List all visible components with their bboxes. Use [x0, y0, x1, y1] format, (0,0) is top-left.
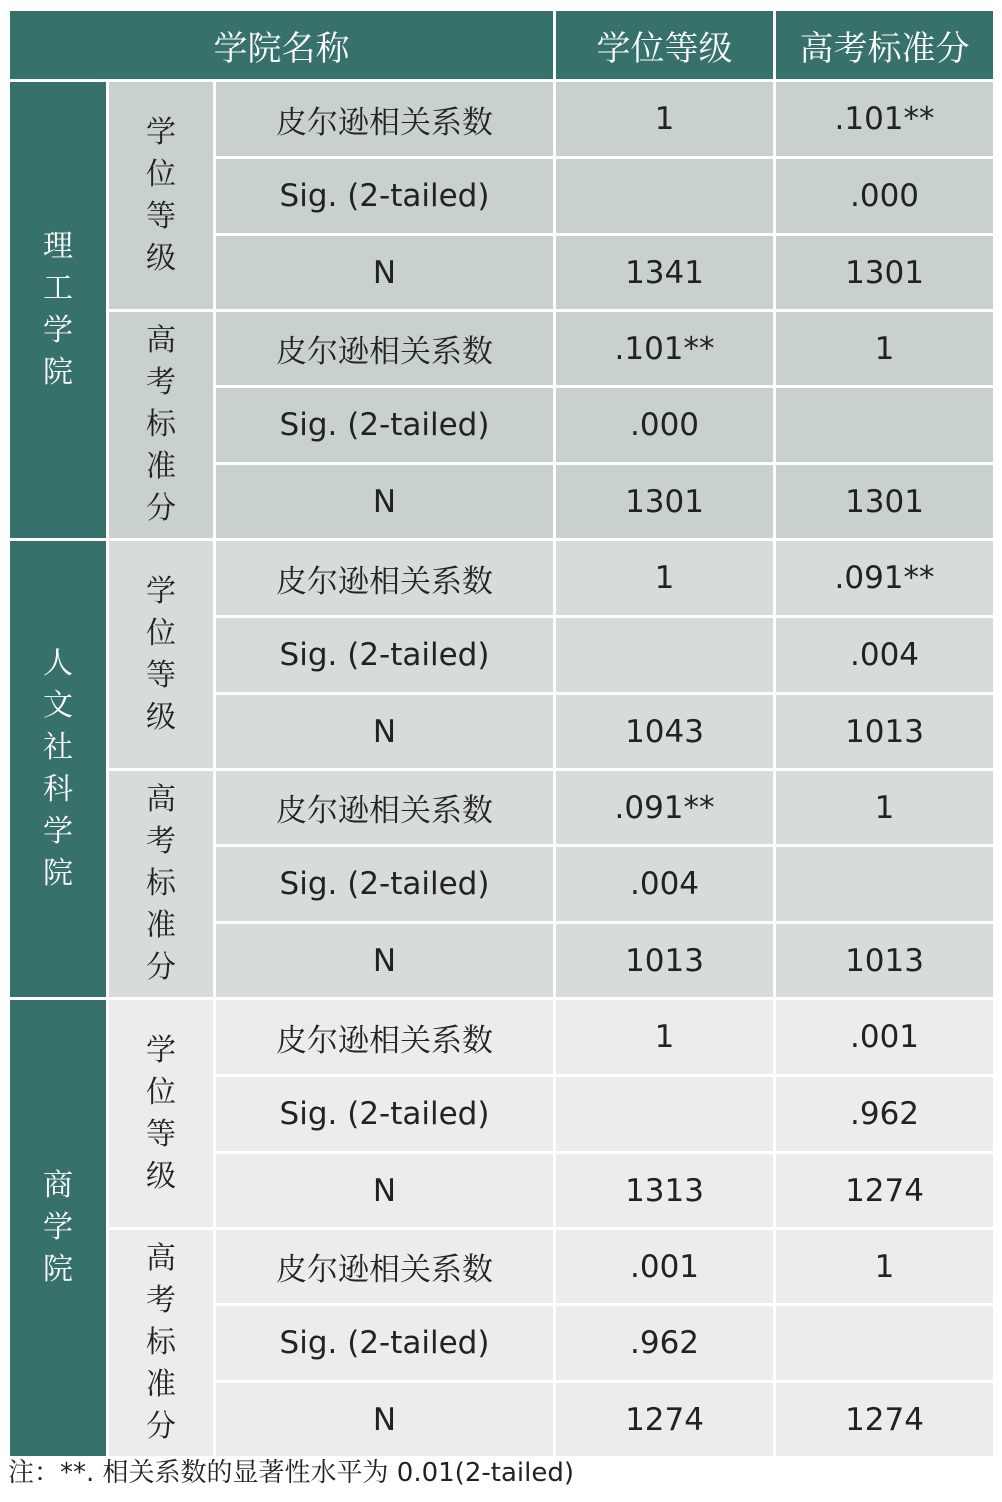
value-gaokao: 1274 [776, 1154, 993, 1227]
value-degree: .000 [556, 388, 773, 462]
statistic-label: Sig. (2-tailed) [216, 388, 553, 462]
statistic-label: Sig. (2-tailed) [216, 159, 553, 233]
value-degree: 1313 [556, 1154, 773, 1227]
statistic-label: N [216, 236, 553, 309]
statistic-label: N [216, 695, 553, 768]
correlation-table [7, 8, 996, 1459]
value-gaokao: 1 [776, 312, 993, 385]
statistic-label: N [216, 1383, 553, 1456]
table-row [10, 312, 993, 385]
statistic-label: 皮尔逊相关系数 [216, 312, 553, 385]
variable-name: 高 考 标 准 分 [109, 771, 213, 997]
value-degree: 1013 [556, 924, 773, 997]
footnote: 注：**. 相关系数的显著性水平为 0.01(2-tailed) [8, 1458, 574, 1488]
variable-name: 学 位 等 级 [109, 82, 213, 309]
variable-name: 学 位 等 级 [109, 1000, 213, 1227]
value-gaokao: 1301 [776, 236, 993, 309]
value-gaokao: .000 [776, 159, 993, 233]
value-degree: 1 [556, 541, 773, 615]
table-row [10, 1000, 993, 1074]
table-row [10, 541, 993, 615]
value-gaokao: 1274 [776, 1383, 993, 1456]
value-gaokao: 1013 [776, 695, 993, 768]
statistic-label: N [216, 924, 553, 997]
value-degree: 1301 [556, 465, 773, 538]
value-degree [556, 159, 773, 233]
value-gaokao: .004 [776, 618, 993, 692]
value-degree: .962 [556, 1306, 773, 1380]
statistic-label: Sig. (2-tailed) [216, 847, 553, 921]
college-name: 理 工 学 院 [10, 82, 106, 538]
value-degree: 1274 [556, 1383, 773, 1456]
value-degree: 1 [556, 1000, 773, 1074]
statistic-label: Sig. (2-tailed) [216, 1077, 553, 1151]
variable-name: 高 考 标 准 分 [109, 1230, 213, 1456]
statistic-label: Sig. (2-tailed) [216, 618, 553, 692]
statistic-label: 皮尔逊相关系数 [216, 541, 553, 615]
value-degree: .101** [556, 312, 773, 385]
value-gaokao [776, 1306, 993, 1380]
table-row [10, 1230, 993, 1303]
value-degree: .091** [556, 771, 773, 844]
statistic-label: 皮尔逊相关系数 [216, 1230, 553, 1303]
value-gaokao: 1 [776, 1230, 993, 1303]
header-gaokao: 高考标准分 [776, 11, 993, 79]
value-gaokao: .101** [776, 82, 993, 156]
header-college: 学院名称 [10, 11, 553, 79]
value-gaokao: 1 [776, 771, 993, 844]
value-degree: 1 [556, 82, 773, 156]
value-gaokao: 1013 [776, 924, 993, 997]
header-row [10, 11, 993, 79]
variable-name: 学 位 等 级 [109, 541, 213, 768]
statistic-label: N [216, 1154, 553, 1227]
table-row [10, 771, 993, 844]
value-degree: 1341 [556, 236, 773, 309]
table-row [10, 82, 993, 156]
value-degree: .001 [556, 1230, 773, 1303]
value-gaokao: .091** [776, 541, 993, 615]
value-degree [556, 1077, 773, 1151]
value-degree: .004 [556, 847, 773, 921]
header-degree: 学位等级 [556, 11, 773, 79]
statistic-label: 皮尔逊相关系数 [216, 82, 553, 156]
value-degree [556, 618, 773, 692]
value-gaokao: 1301 [776, 465, 993, 538]
value-gaokao [776, 388, 993, 462]
statistic-label: 皮尔逊相关系数 [216, 1000, 553, 1074]
value-degree: 1043 [556, 695, 773, 768]
college-name: 商 学 院 [10, 1000, 106, 1456]
statistic-label: Sig. (2-tailed) [216, 1306, 553, 1380]
statistic-label: 皮尔逊相关系数 [216, 771, 553, 844]
value-gaokao: .001 [776, 1000, 993, 1074]
statistic-label: N [216, 465, 553, 538]
variable-name: 高 考 标 准 分 [109, 312, 213, 538]
value-gaokao: .962 [776, 1077, 993, 1151]
value-gaokao [776, 847, 993, 921]
college-name: 人 文 社 科 学 院 [10, 541, 106, 997]
